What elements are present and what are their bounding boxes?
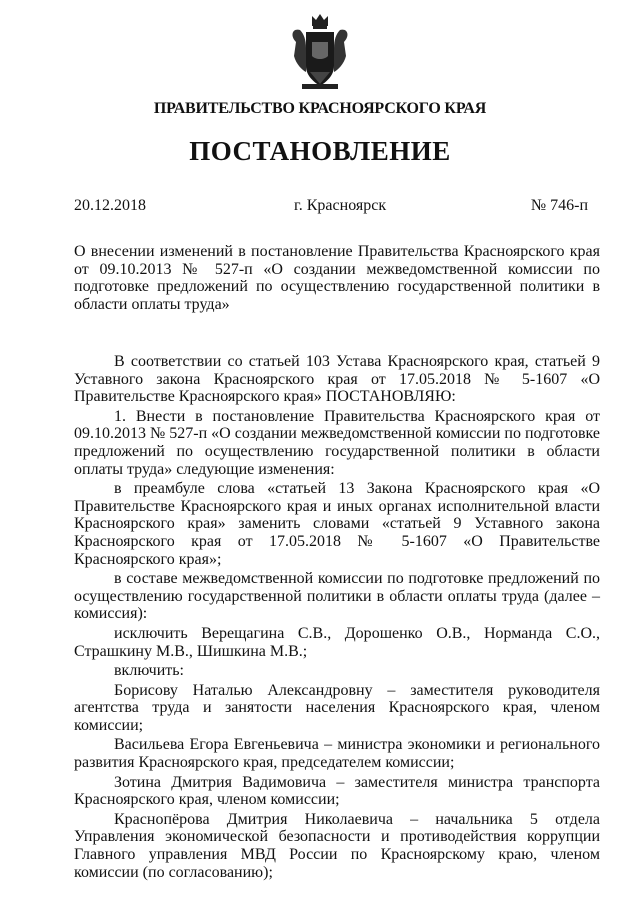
document-body [74,353,600,883]
body-paragraph: исключить Верещагина С.В., Дорошенко О.В., Норманда С.О., Страшкину М.В., Шишкина М.В.; [74,624,600,660]
body-paragraph: В соответствии со статьей 103 Устава Красноярского края, статьей 9 Уставного закона Красноярского края от 17.05.2018 № 5-1607 «О Правительстве Красноярского края» ПОСТАНОВЛЯЮ: [74,353,600,406]
document-city: г. Красноярск [294,197,387,214]
subject-text: О внесении изменений в постановление Правительства Красноярского края от 09.10.2013 № 527-п «О создании межведомственной комиссии по подготовке предложений по осуществлению государственной политики в области оплаты труда» [74,243,600,313]
document-subject [74,243,600,313]
document-type-title: ПОСТАНОВЛЕНИЕ [189,136,451,166]
body-paragraph: в составе межведомственной комиссии по подготовке предложений по осуществлению государственной политики в области оплаты труда (далее – комиссия): [74,570,600,623]
body-paragraph: Краснопёрова Дмитрия Николаевича – начальника 5 отдела Управления экономической безопасности и противодействия коррупции Главного управления МВД России по Красноярскому краю, членом комиссии (по согласованию); [74,810,600,881]
body-paragraph: Зотина Дмитрия Вадимовича – заместителя министра транспорта Красноярского края, членом комиссии; [74,773,600,809]
coat-of-arms-icon [288,12,352,92]
body-paragraph: Васильева Егора Евгеньевича – министра экономики и регионального развития Красноярского края, председателем комиссии; [74,736,600,772]
body-paragraph: в преамбуле слова «статьей 13 Закона Красноярского края «О Правительстве Красноярского края и иных органах исполнительной власти Красноярского края» заменить словами «статьей 9 Уставного закона Красноярского края от 17.05.2018 № 5-1607 «О Правительстве Красноярского края»; [74,480,600,568]
body-paragraph: Борисову Наталью Александровну – заместителя руководителя агентства труда и занятости населения Красноярского края, членом комиссии; [74,681,600,734]
government-title: ПРАВИТЕЛЬСТВО КРАСНОЯРСКОГО КРАЯ [153,100,487,117]
body-paragraph: 1. Внести в постановление Правительства Красноярского края от 09.10.2013 № 527-п «О создании межведомственной комиссии по подготовке предложений по осуществлению государственной политики в области оплаты труда» следующие изменения: [74,407,600,478]
document-number: № 746-п [530,197,588,214]
document-date: 20.12.2018 [74,197,146,214]
body-paragraph: включить: [114,662,184,680]
